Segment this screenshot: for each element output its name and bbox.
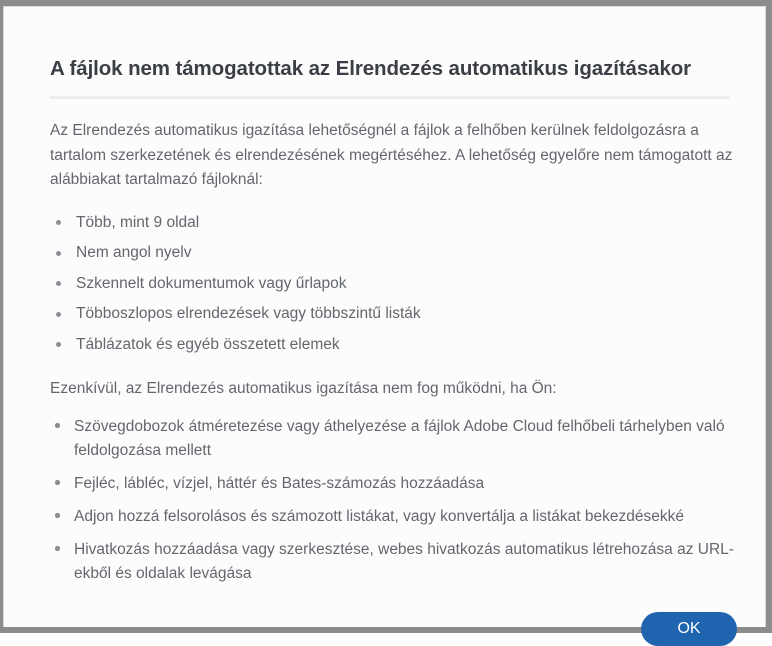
list-item-label: Több, mint 9 oldal xyxy=(76,213,200,231)
list-item xyxy=(50,272,740,296)
list-item xyxy=(50,211,740,235)
limitation-items-list xyxy=(50,415,740,586)
list-item xyxy=(50,472,768,496)
unsupported-items-list xyxy=(50,211,740,357)
title-divider xyxy=(50,96,729,99)
bullet-icon xyxy=(56,312,61,317)
list-item xyxy=(50,302,740,326)
bullet-icon xyxy=(56,220,61,225)
list-item-label: Nem angol nyelv xyxy=(76,244,192,261)
list-item xyxy=(50,538,768,586)
bullet-icon xyxy=(56,281,61,286)
list-item-label: Fejléc, lábléc, vízjel, háttér és Bates-számozás hozzáadása xyxy=(74,474,485,492)
list-item xyxy=(50,505,768,529)
list-item-label: Hivatkozás hozzáadása vagy szerkesztése, webes hivatkozás automatikus létrehozása az URL-ekből és oldalak levágása xyxy=(74,540,734,582)
page-title: A fájlok nem támogatottak az Elrendezés automatikus igazításakor xyxy=(50,57,692,80)
dialog-content xyxy=(50,119,740,595)
bullet-icon xyxy=(55,480,60,485)
ok-button[interactable]: OK xyxy=(641,612,737,646)
bullet-icon xyxy=(55,423,60,428)
bullet-icon xyxy=(56,342,61,347)
list-item xyxy=(50,333,740,357)
list-item-label: Adjon hozzá felsorolásos és számozott listákat, vagy konvertálja a listákat bekezdésekké xyxy=(74,507,684,525)
list-item xyxy=(50,415,768,463)
bullet-icon xyxy=(55,546,60,551)
list-item-label: Többoszlopos elrendezések vagy többszintű listák xyxy=(76,305,421,322)
mid-paragraph: Ezenkívül, az Elrendezés automatikus igazítása nem fog működni, ha Ön: xyxy=(50,380,557,397)
bullet-icon xyxy=(55,513,60,518)
unsupported-files-dialog xyxy=(3,6,766,637)
bullet-icon xyxy=(56,251,61,256)
list-item xyxy=(50,241,740,265)
list-item-label: Táblázatok és egyéb összetett elemek xyxy=(76,335,340,353)
intro-paragraph: Az Elrendezés automatikus igazítása lehetőségnél a fájlok a felhőben kerülnek feldolgozásra a tartalom szerkezetének és elrendezésének megértéséhez. A lehetőség egyelőre nem támogatott az alábbiakat tartalmazó fájloknál: xyxy=(50,122,733,188)
list-item-label: Szkennelt dokumentumok vagy űrlapok xyxy=(76,274,347,292)
list-item-label: Szövegdobozok átméretezése vagy áthelyezése a fájlok Adobe Cloud felhőbeli tárhelyben való feldolgozása mellett xyxy=(74,417,725,459)
